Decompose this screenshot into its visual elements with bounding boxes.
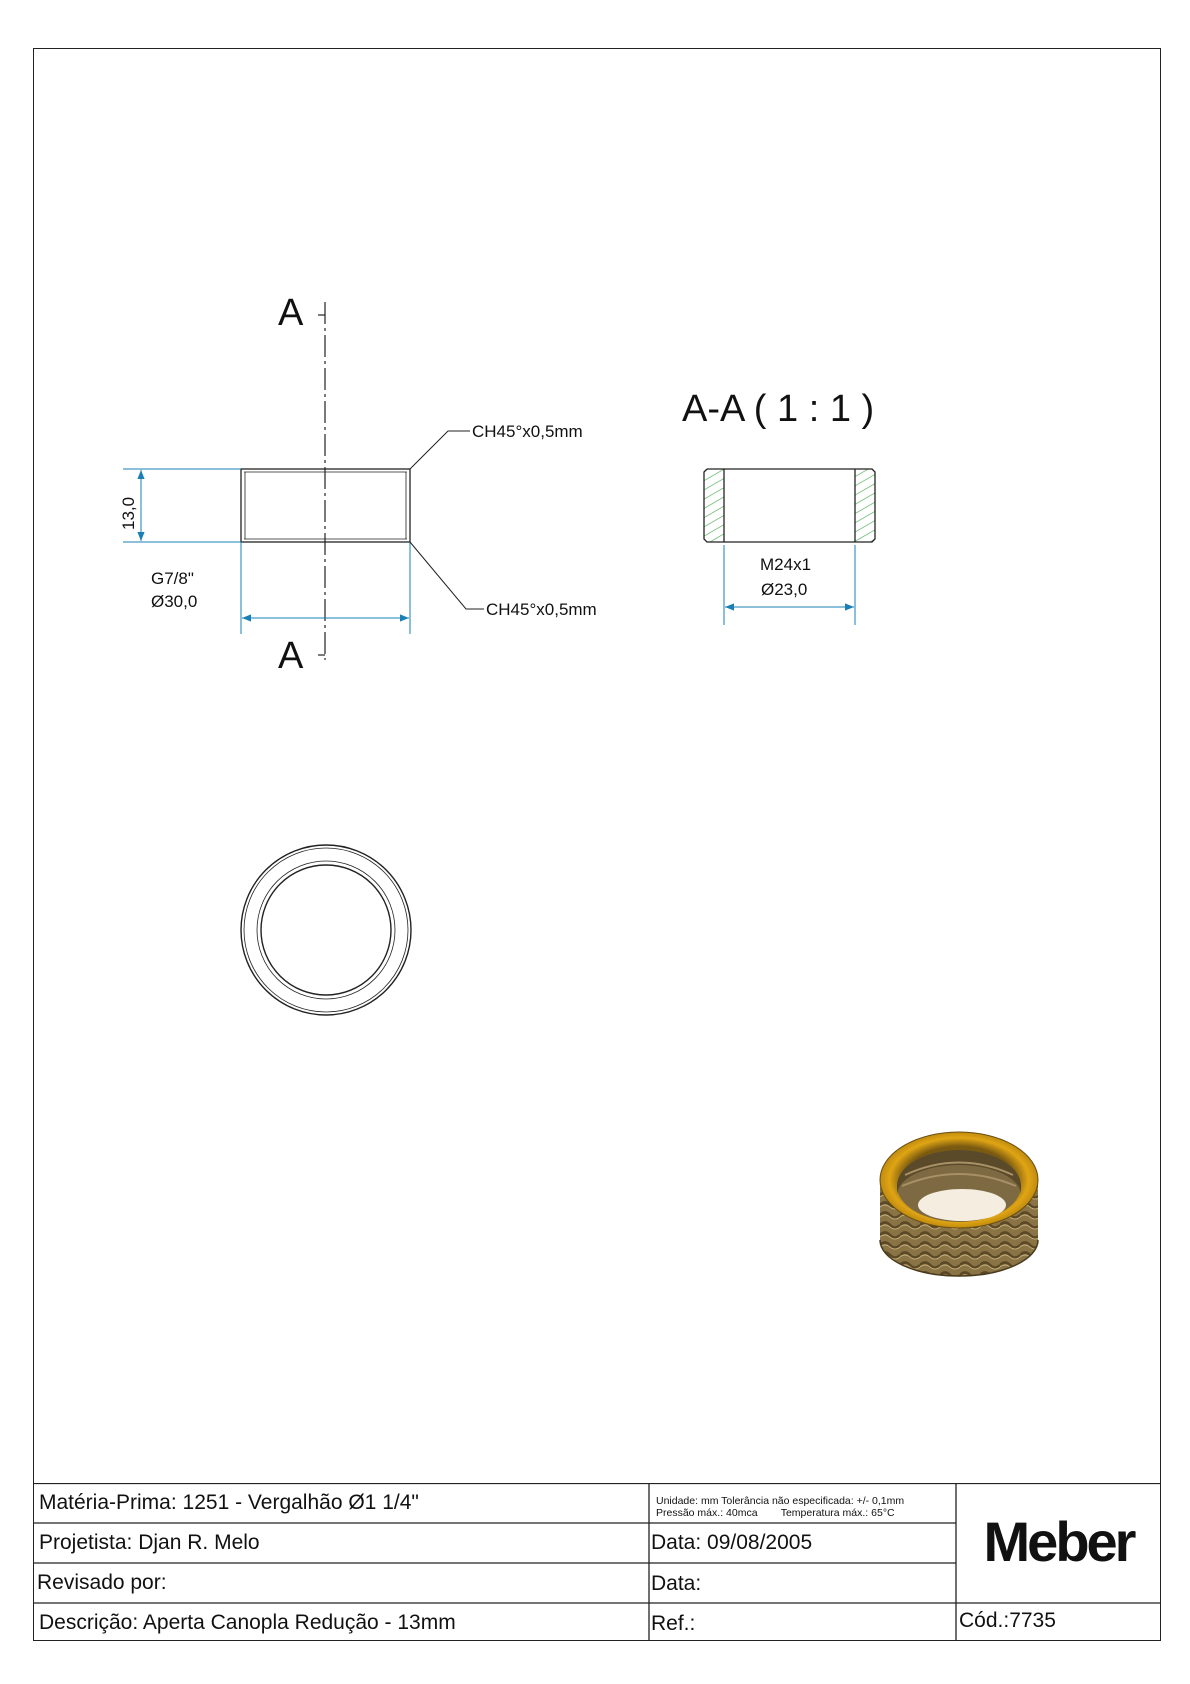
projetista-value: Djan R. Melo [138, 1531, 260, 1554]
descricao-value: Aperta Canopla Redução - 13mm [142, 1611, 456, 1634]
data-row [651, 1531, 812, 1555]
company-logo: Meber [983, 1510, 1134, 1573]
front-diameter-label: Ø30,0 [151, 592, 198, 611]
section-view-title: A-A ( 1 : 1 ) [682, 388, 875, 430]
section-diameter-label: Ø23,0 [761, 580, 808, 599]
descricao-label: Descrição: [39, 1611, 139, 1634]
revisado-row [37, 1571, 167, 1595]
ref-label: Ref.: [651, 1612, 696, 1635]
data-label: Data: [651, 1531, 702, 1554]
chamfer-top-label: CH45°x0,5mm [472, 422, 583, 441]
isometric-render [880, 1132, 1038, 1276]
top-view [241, 845, 411, 1015]
chamfer-bottom-label: CH45°x0,5mm [486, 600, 597, 619]
height-dim-label: 13,0 [119, 496, 138, 530]
notes [656, 1495, 904, 1519]
data-2-label: Data: [651, 1572, 702, 1595]
section-letter-bottom: A [278, 635, 304, 677]
cod-label: Cód.: [959, 1609, 1010, 1632]
ref-row [651, 1612, 695, 1636]
section-thread-label: M24x1 [760, 555, 812, 574]
title-block [33, 1483, 1161, 1641]
materia-prima-row [39, 1491, 419, 1515]
data-2-row [651, 1572, 701, 1596]
materia-prima-label: Matéria-Prima: [39, 1491, 177, 1514]
section-view-body [704, 469, 875, 542]
revisado-label: Revisado por: [37, 1571, 167, 1594]
projetista-label: Projetista: [39, 1531, 133, 1554]
section-letter-top: A [278, 292, 304, 334]
notes-line-2: Pressão máx.: 40mca Temperatura máx.: 65°C [656, 1507, 895, 1519]
descricao-row [39, 1611, 456, 1635]
front-thread-label: G7/8" [151, 569, 194, 588]
materia-prima-value: 1251 - Vergalhão Ø1 1/4" [182, 1491, 419, 1514]
notes-line-1: Unidade: mm Tolerância não especificada: +/- 0,1mm [656, 1495, 905, 1507]
chamfer-leaders [410, 431, 484, 609]
data-value: 09/08/2005 [707, 1531, 813, 1554]
section-line [318, 302, 325, 660]
cod-value: 7735 [1009, 1609, 1056, 1632]
projetista-row [39, 1531, 260, 1555]
height-dimension [123, 469, 241, 542]
cod-row [959, 1609, 1056, 1633]
